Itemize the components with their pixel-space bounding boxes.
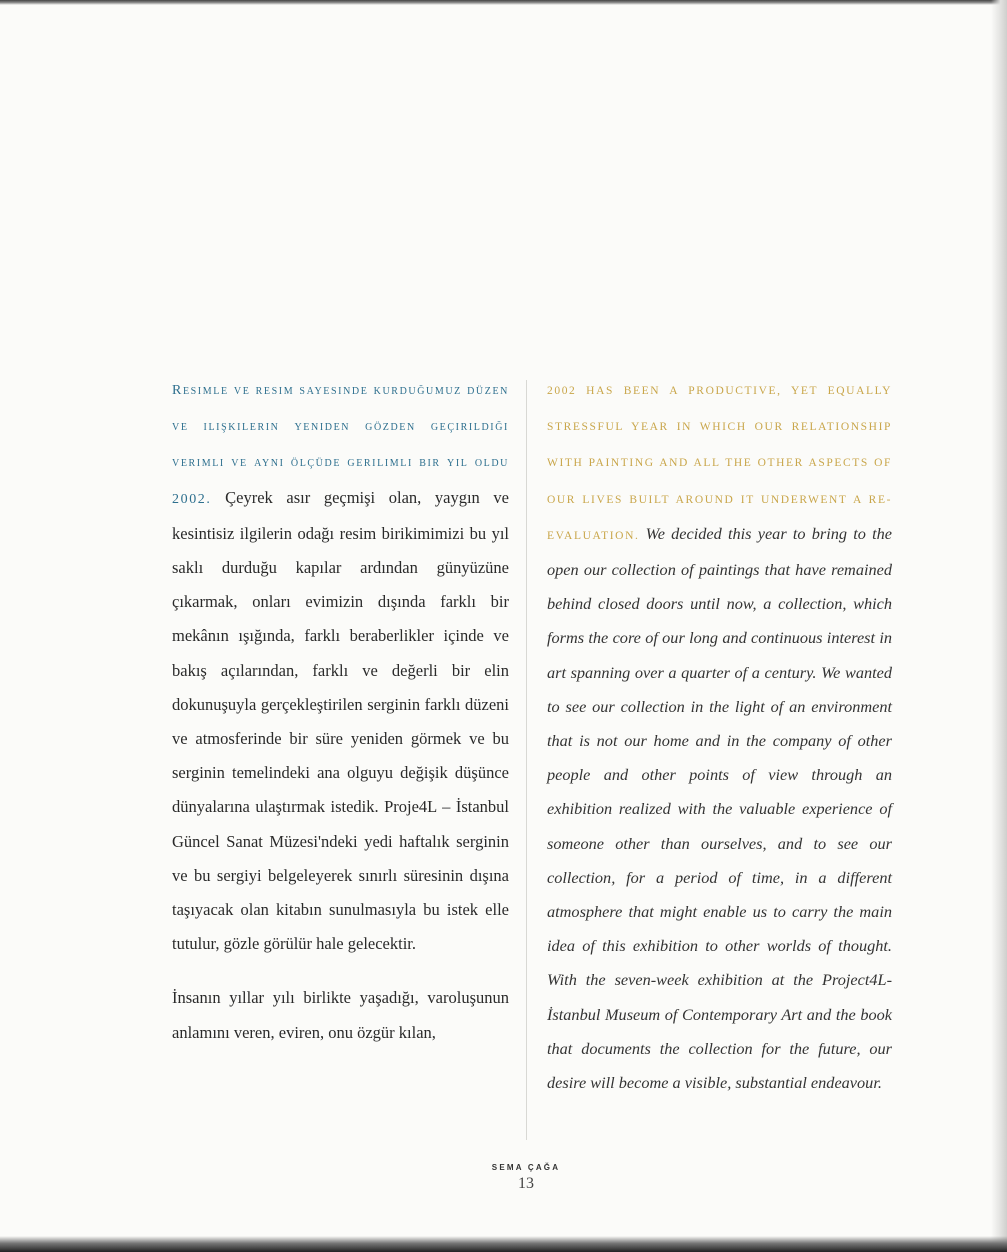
turkish-paragraph-1 — [172, 372, 509, 961]
scan-edge-bottom — [0, 1236, 1007, 1252]
page-number: 13 — [518, 1175, 534, 1192]
footer-author: SEMA ÇAĞA — [491, 1163, 561, 1172]
turkish-text-column — [172, 372, 509, 1132]
column-divider — [526, 380, 527, 1140]
scan-edge-top — [0, 0, 1007, 5]
turkish-paragraph-2: İnsanın yıllar yılı birlikte yaşadığı, varoluşunun anlamını veren, eviren, onu özgür kılan, — [172, 988, 509, 1042]
turkish-lead-in: Resimle ve resim sayesinde kurduğumuz düzen ve ilişkilerin yeniden gözden geçirildiği verimli ve aynı ölçüde gerilimli bir yıl oldu 2002. — [172, 383, 509, 507]
english-lead-in: 2002 HAS BEEN A PRODUCTIVE, YET EQUALLY STRESSFUL YEAR IN WHICH OUR RELATIONSHIP WITH PAINTING AND ALL THE OTHER ASPECTS OF OUR LIVES BUILT AROUND IT UNDERWENT A RE-EVALUATION. — [547, 385, 892, 542]
scan-edge-right — [991, 0, 1007, 1252]
turkish-paragraph-1-body: Çeyrek asır geçmişi olan, yaygın ve kesintisiz ilgilerin odağı resim birikimimizi bu yıl saklı durduğu kapılar ardından günyüzüne çıkarmak, onları evimizin dışında farklı bir mekânın ışığında, farklı beraberlikler içinde ve bakış açılarından, farklı ve değerli bir elin dokunuşuyla gerçekleştirilen serginin farklı düzeni ve atmosferinde bir süre yeniden görmek ve bu serginin temelindeki ana olguyu değişik düşünce dünyalarına ulaştırmak istedik. Proje4L – İstanbul Güncel Sanat Müzesi'ndeki yedi haftalık serginin ve bu sergiyi belgeleyerek sınırlı süresinin dışına taşıyacak olan kitabın sunulmasıyla bu istek elle tutulur, gözle görülür hale gelecektir. — [172, 487, 509, 954]
english-text-column — [547, 372, 892, 1132]
english-paragraph-body: We decided this year to bring to the open our collection of paintings that have remained behind closed doors until now, a collection, which forms the core of our long and continuous interest in art spanning over a quarter of a century. We wanted to see our collection in the light of an environment that is not our home and in the company of other people and other points of view through an exhibition realized with the valuable experience of someone other than ourselves, and to see our collection, for a period of time, in a different atmosphere that might enable us to carry the main idea of this exhibition to other worlds of thought. With the seven-week exhibition at the Project4L-İstanbul Museum of Contemporary Art and the book that documents the collection for the future, our desire will become a visible, substantial endeavour. — [547, 523, 892, 1093]
english-paragraph — [547, 372, 892, 1100]
